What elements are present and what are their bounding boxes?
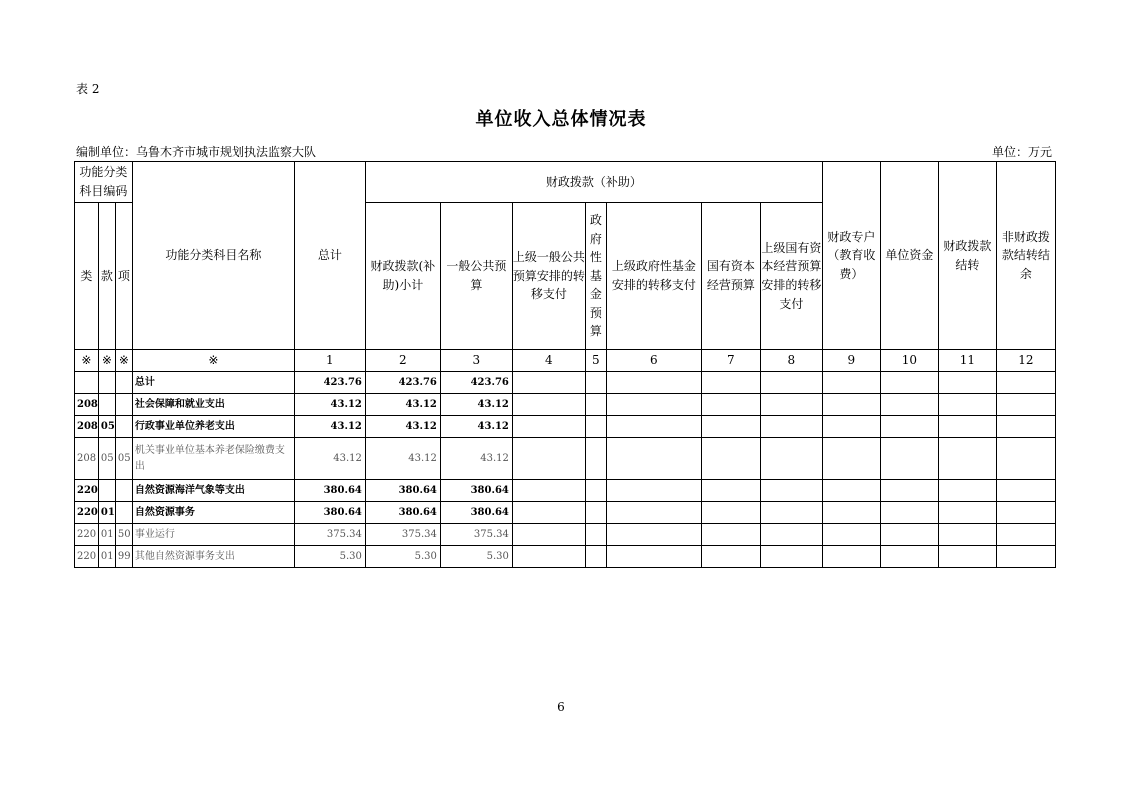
xiang-header: 项 (115, 203, 132, 350)
fiscal-subtotal-cell: 380.64 (365, 502, 440, 524)
unit-funds-header: 单位资金 (880, 162, 938, 350)
page-title: 单位收入总体情况表 (475, 109, 647, 130)
index-cell: 6 (606, 350, 701, 372)
lei-cell: 220 (75, 546, 99, 568)
index-cell: 12 (996, 350, 1055, 372)
code-group-header: 功能分类科目编码 (75, 162, 133, 203)
index-cell: 2 (365, 350, 440, 372)
table-row (75, 480, 1056, 502)
general-budget-cell: 375.34 (440, 524, 512, 546)
upper-gov-fund-transfer-header: 上级政府性基金安排的转移支付 (606, 203, 701, 350)
xiang-cell (115, 372, 132, 394)
total-cell: 43.12 (294, 438, 365, 480)
index-cell: ※ (115, 350, 132, 372)
kuan-header: 款 (98, 203, 115, 350)
general-budget-cell: 380.64 (440, 502, 512, 524)
header-row-group (75, 162, 1056, 203)
item-name-cell: 自然资源事务 (132, 502, 294, 524)
index-row (75, 350, 1056, 372)
fiscal-group-header: 财政拨款（补助） (365, 162, 822, 203)
kuan-cell: 01 (98, 546, 115, 568)
name-header: 功能分类科目名称 (132, 162, 294, 350)
index-cell: 1 (294, 350, 365, 372)
table-row (75, 524, 1056, 546)
xiang-cell: 05 (115, 438, 132, 480)
item-name-cell: 其他自然资源事务支出 (132, 546, 294, 568)
upper-state-capital-transfer-header: 上级国有资本经营预算安排的转移支付 (760, 203, 822, 350)
general-budget-cell: 5.30 (440, 546, 512, 568)
general-budget-cell: 43.12 (440, 416, 512, 438)
table-row (75, 502, 1056, 524)
index-cell: ※ (98, 350, 115, 372)
kuan-cell: 05 (98, 438, 115, 480)
xiang-cell (115, 394, 132, 416)
compiling-unit: 编制单位：乌鲁木齐市城市规划执法监察大队 (76, 145, 317, 159)
xiang-cell (115, 502, 132, 524)
general-budget-cell: 43.12 (440, 394, 512, 416)
kuan-cell (98, 372, 115, 394)
item-name-cell: 行政事业单位养老支出 (132, 416, 294, 438)
index-cell: 11 (938, 350, 996, 372)
item-name-cell: 机关事业单位基本养老保险缴费支出 (132, 438, 294, 480)
xiang-cell (115, 480, 132, 502)
lei-cell: 220 (75, 524, 99, 546)
fiscal-subtotal-cell: 375.34 (365, 524, 440, 546)
page-number: 6 (557, 700, 565, 714)
total-cell: 380.64 (294, 502, 365, 524)
gov-fund-budget-header: 政府性基金预算 (585, 203, 606, 350)
fiscal-subtotal-cell: 5.30 (365, 546, 440, 568)
general-budget-cell: 43.12 (440, 438, 512, 480)
fiscal-carryover-header: 财政拨款结转 (938, 162, 996, 350)
table-row (75, 394, 1056, 416)
index-cell: 5 (585, 350, 606, 372)
lei-cell: 220 (75, 480, 99, 502)
index-cell: 8 (760, 350, 822, 372)
kuan-cell: 01 (98, 524, 115, 546)
total-cell: 5.30 (294, 546, 365, 568)
fiscal-subtotal-cell: 43.12 (365, 438, 440, 480)
kuan-cell: 01 (98, 502, 115, 524)
xiang-cell: 99 (115, 546, 132, 568)
total-header: 总计 (294, 162, 365, 350)
index-cell: 10 (880, 350, 938, 372)
index-cell: 9 (822, 350, 880, 372)
table-row (75, 438, 1056, 480)
xiang-cell: 50 (115, 524, 132, 546)
lei-header: 类 (75, 203, 99, 350)
index-cell: 4 (512, 350, 585, 372)
item-name-cell: 社会保障和就业支出 (132, 394, 294, 416)
total-cell: 380.64 (294, 480, 365, 502)
lei-cell: 208 (75, 416, 99, 438)
index-cell: ※ (75, 350, 99, 372)
fiscal-subtotal-header: 财政拨款(补助)小计 (365, 203, 440, 350)
total-cell: 423.76 (294, 372, 365, 394)
table-row (75, 546, 1056, 568)
item-name-cell: 事业运行 (132, 524, 294, 546)
index-cell: 3 (440, 350, 512, 372)
upper-general-transfer-header: 上级一般公共预算安排的转移支付 (512, 203, 585, 350)
xiang-cell (115, 416, 132, 438)
lei-cell: 208 (75, 394, 99, 416)
lei-cell: 220 (75, 502, 99, 524)
table-number: 表 2 (76, 82, 100, 96)
lei-cell (75, 372, 99, 394)
general-budget-header: 一般公共预算 (440, 203, 512, 350)
general-budget-cell: 423.76 (440, 372, 512, 394)
nonfiscal-carryover-header: 非财政拨款结转结余 (996, 162, 1055, 350)
index-cell: 7 (701, 350, 760, 372)
kuan-cell: 05 (98, 416, 115, 438)
lei-cell: 208 (75, 438, 99, 480)
fiscal-subtotal-cell: 43.12 (365, 394, 440, 416)
general-budget-cell: 380.64 (440, 480, 512, 502)
kuan-cell (98, 480, 115, 502)
table-row (75, 416, 1056, 438)
index-cell: ※ (132, 350, 294, 372)
item-name-cell: 总计 (132, 372, 294, 394)
fiscal-subtotal-cell: 423.76 (365, 372, 440, 394)
fiscal-subtotal-cell: 380.64 (365, 480, 440, 502)
state-capital-budget-header: 国有资本经营预算 (701, 203, 760, 350)
income-summary-table (74, 161, 1056, 568)
fiscal-subtotal-cell: 43.12 (365, 416, 440, 438)
total-cell: 43.12 (294, 394, 365, 416)
table-row (75, 372, 1056, 394)
total-cell: 43.12 (294, 416, 365, 438)
fiscal-special-header: 财政专户（教育收费） (822, 162, 880, 350)
total-cell: 375.34 (294, 524, 365, 546)
currency-unit: 单位：万元 (991, 145, 1052, 159)
kuan-cell (98, 394, 115, 416)
item-name-cell: 自然资源海洋气象等支出 (132, 480, 294, 502)
